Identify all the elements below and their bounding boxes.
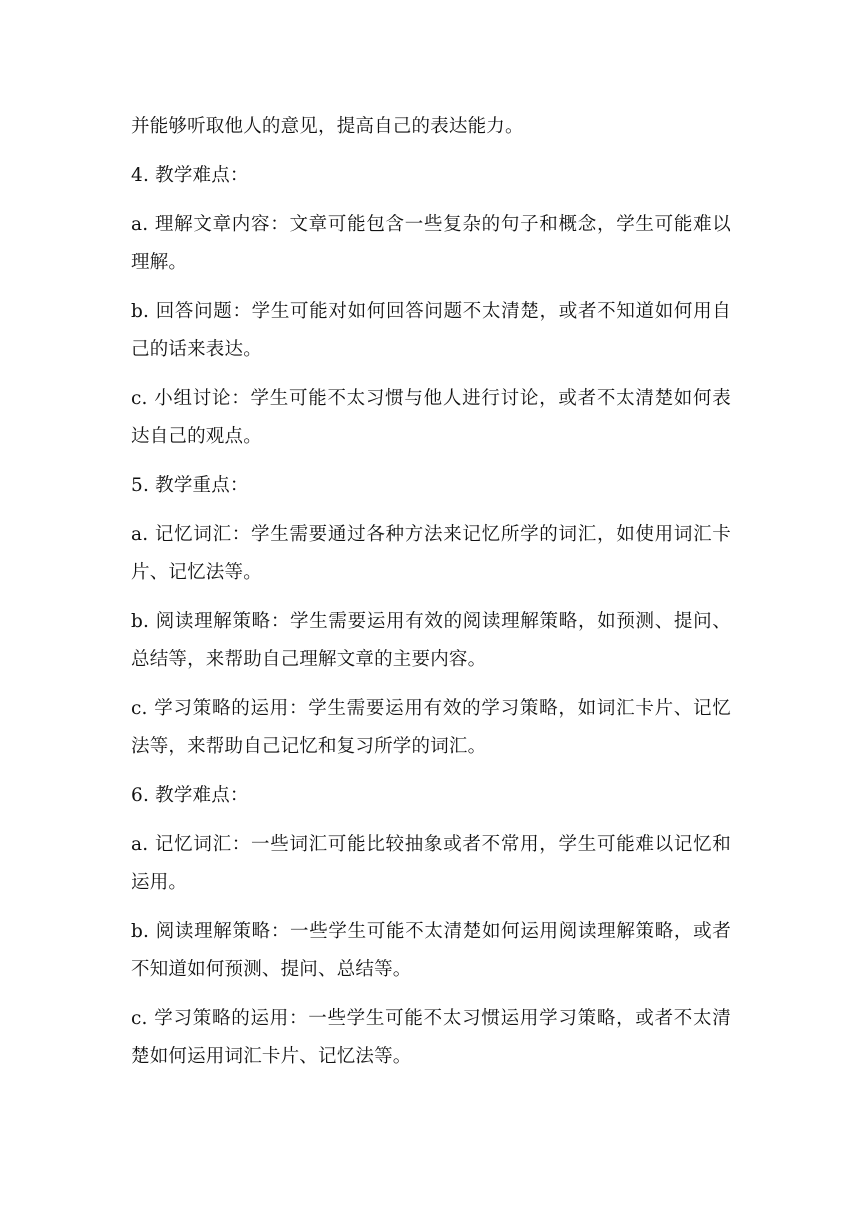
list-item-group-discussion: c. 小组讨论：学生可能不太习惯与他人进行讨论，或者不太清楚如何表达自己的观点。 xyxy=(131,388,731,447)
heading-teaching-difficulties-4: 4. 教学难点： xyxy=(131,165,249,186)
list-item-memorize-vocabulary: a. 记忆词汇：学生需要通过各种方法来记忆所学的词汇，如使用词汇卡片、记忆法等。 xyxy=(131,524,731,583)
list-item-understand-article: a. 理解文章内容：文章可能包含一些复杂的句子和概念，学生可能难以理解。 xyxy=(131,214,731,273)
paragraph-continuation: 并能够听取他人的意见，提高自己的表达能力。 xyxy=(131,116,524,137)
heading-teaching-key-points-5: 5. 教学重点： xyxy=(131,475,249,496)
list-item-reading-strategy-difficulty: b. 阅读理解策略：一些学生可能不太清楚如何运用阅读理解策略，或者不知道如何预测、提问、总结等。 xyxy=(131,921,731,980)
list-item-vocabulary-difficulty: a. 记忆词汇：一些词汇可能比较抽象或者不常用，学生可能难以记忆和运用。 xyxy=(131,834,731,893)
heading-teaching-difficulties-6: 6. 教学难点： xyxy=(131,785,249,806)
list-item-answer-questions: b. 回答问题：学生可能对如何回答问题不太清楚，或者不知道如何用自己的话来表达。 xyxy=(131,301,731,360)
list-item-learning-strategy-difficulty: c. 学习策略的运用：一些学生可能不太习惯运用学习策略，或者不太清楚如何运用词汇卡片、记忆法等。 xyxy=(131,1008,731,1067)
document-body xyxy=(131,108,731,1087)
list-item-learning-strategies: c. 学习策略的运用：学生需要运用有效的学习策略，如词汇卡片、记忆法等，来帮助自己记忆和复习所学的词汇。 xyxy=(131,698,731,757)
list-item-reading-strategies: b. 阅读理解策略：学生需要运用有效的阅读理解策略，如预测、提问、总结等，来帮助自己理解文章的主要内容。 xyxy=(131,611,731,670)
